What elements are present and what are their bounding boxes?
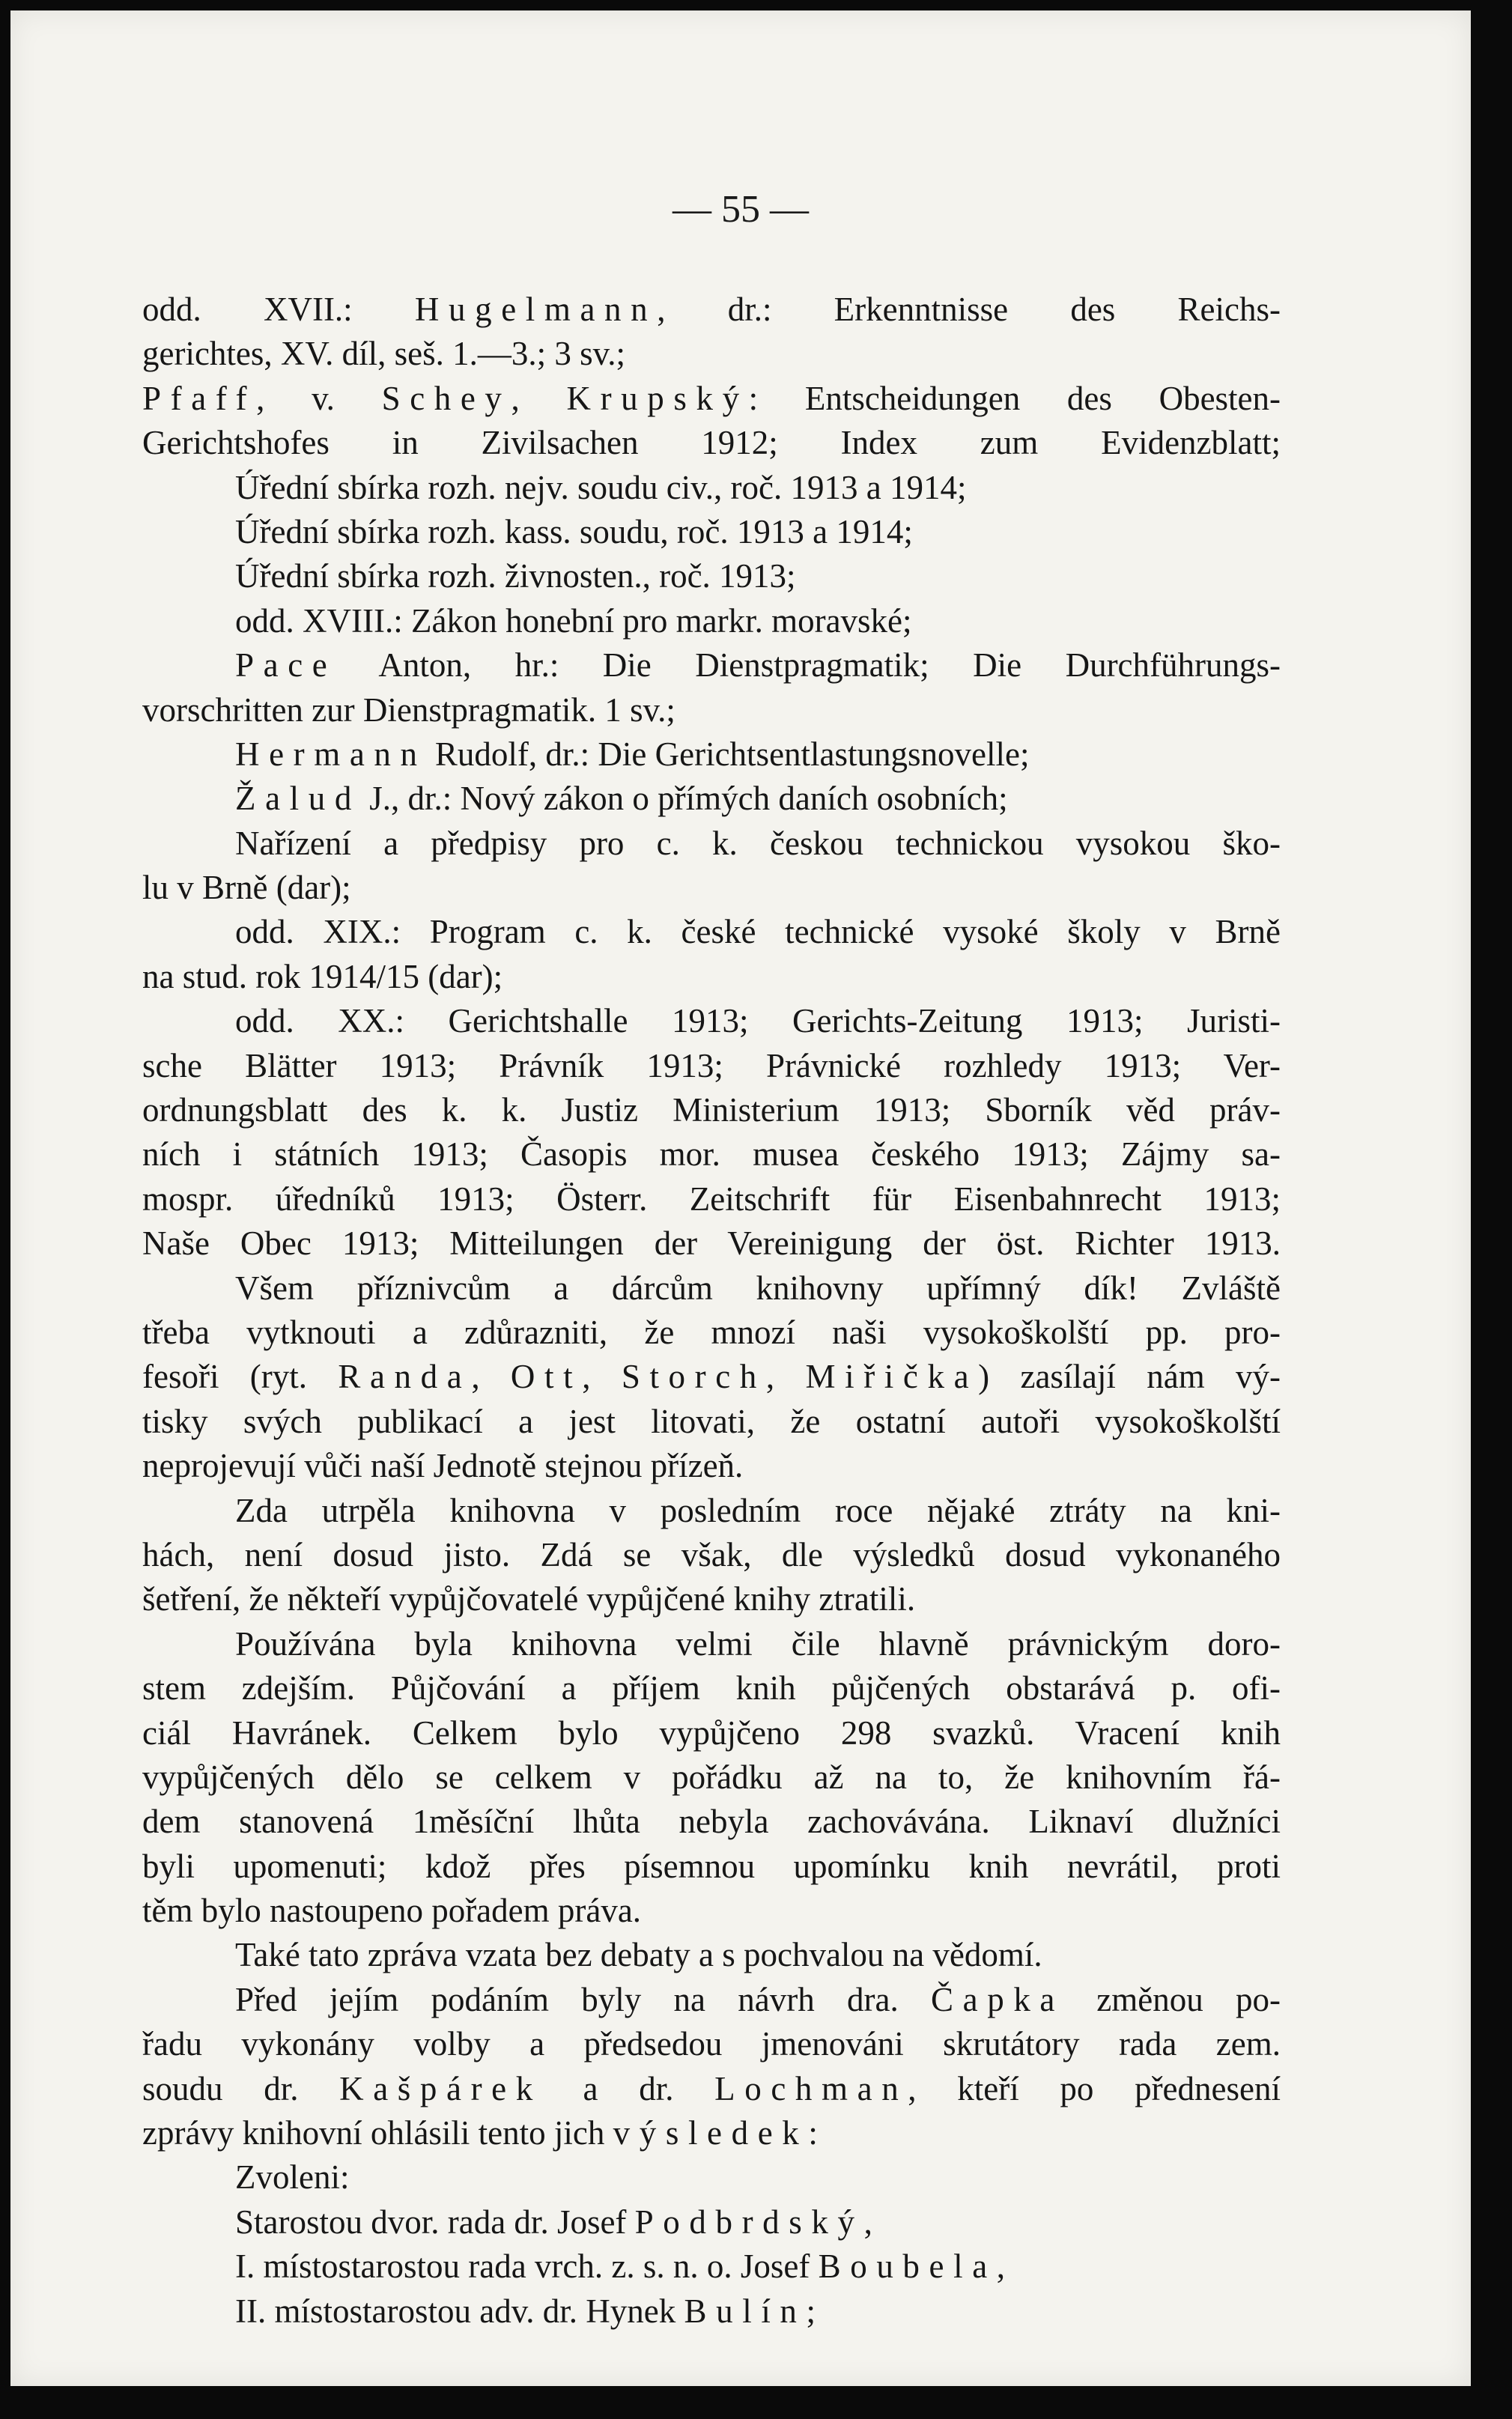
text-line: ordnungsblatt des k. k. Justiz Ministerium 1913; Sborník věd práv- [142, 1091, 1281, 1129]
text-line: gerichtes, XV. díl, seš. 1.—3.; 3 sv.; [142, 335, 625, 373]
page-number: — 55 — [672, 188, 809, 231]
text-line: lu v Brně (dar); [142, 869, 351, 907]
text-line: Zda utrpěla knihovna v posledním roce nějaké ztráty na kni- [235, 1491, 1281, 1529]
text-line: soudu dr. Kašpárek a dr. Lochman, kteří po přednesení [142, 2069, 1281, 2107]
text-line: sche Blätter 1913; Právník 1913; Právnické rozhledy 1913; Ver- [142, 1046, 1281, 1084]
text-line: ciál Havránek. Celkem bylo vypůjčeno 298 svazků. Vracení knih [142, 1714, 1281, 1752]
text-line: Všem příznivcům a dárcům knihovny upřímný dík! Zvláště [235, 1269, 1281, 1307]
text-line: ních i státních 1913; Časopis mor. musea českého 1913; Zájmy sa- [142, 1135, 1281, 1174]
text-line: vorschritten zur Dienstpragmatik. 1 sv.; [142, 691, 675, 729]
text-line: Starostou dvor. rada dr. Josef Podbrdský, [235, 2203, 872, 2241]
text-line: vypůjčených dělo se celkem v pořádku až na to, že knihovním řá- [142, 1758, 1281, 1796]
text-line: fesoři (ryt. Randa, Ott, Storch, Miřička) zasílají nám vý- [142, 1358, 1281, 1396]
text-line: Zvoleni: [235, 2158, 350, 2197]
text-line: těm bylo nastoupeno pořadem práva. [142, 1892, 642, 1930]
text-line: Také tato zpráva vzata bez debaty a s pochvalou na vědomí. [235, 1936, 1042, 1974]
text-line: Úřední sbírka rozh. živnosten., roč. 1913; [235, 557, 796, 595]
text-line: mospr. úředníků 1913; Österr. Zeitschrift für Eisenbahnrecht 1913; [142, 1180, 1281, 1218]
text-line: Používána byla knihovna velmi čile hlavně právnickým doro- [235, 1624, 1281, 1663]
text-line: Žalud J., dr.: Nový zákon o přímých daních osobních; [235, 780, 1008, 818]
text-line: řadu vykonány volby a předsedou jmenováni skrutátory rada zem. [142, 2025, 1281, 2063]
text-line: stem zdejším. Půjčování a příjem knih půjčených obstarává p. ofi- [142, 1669, 1281, 1708]
text-line: Hermann Rudolf, dr.: Die Gerichtsentlastungsnovelle; [235, 735, 1030, 773]
text-line: II. místostarostou adv. dr. Hynek Bulín; [235, 2292, 816, 2330]
text-line: Pace Anton, hr.: Die Dienstpragmatik; Die Durchführungs- [235, 646, 1281, 685]
text-line: odd. XX.: Gerichtshalle 1913; Gerichts-Zeitung 1913; Juristi- [235, 1002, 1281, 1040]
text-line: Nařízení a předpisy pro c. k. českou technickou vysokou ško- [235, 824, 1281, 862]
text-line: Úřední sbírka rozh. kass. soudu, roč. 1913 a 1914; [235, 512, 913, 550]
text-line: Gerichtshofes in Zivilsachen 1912; Index zum Evidenzblatt; [142, 424, 1281, 462]
text-line: dem stanovená 1měsíční lhůta nebyla zachovávána. Liknaví dlužníci [142, 1803, 1281, 1841]
text-line: šetření, že někteří vypůjčovatelé vypůjčené knihy ztratili. [142, 1580, 916, 1618]
text-line: Pfaff, v. Schey, Krupský: Entscheidungen des Obesten- [142, 379, 1281, 417]
text-line: Naše Obec 1913; Mitteilungen der Vereinigung der öst. Richter 1913. [142, 1224, 1281, 1263]
document-page [10, 10, 1471, 2386]
text-line: Před jejím podáním byly na návrh dra. Čapka změnou po- [235, 1980, 1281, 2018]
text-line: tisky svých publikací a jest litovati, že ostatní autoři vysokoškolští [142, 1402, 1281, 1440]
text-line: neprojevují vůči naší Jednotě stejnou přízeň. [142, 1447, 744, 1485]
text-line: hách, není dosud jisto. Zdá se však, dle výsledků dosud vykonaného [142, 1535, 1281, 1573]
text-line: Úřední sbírka rozh. nejv. soudu civ., roč. 1913 a 1914; [235, 468, 967, 506]
text-line: odd. XIX.: Program c. k. české technické vysoké školy v Brně [235, 913, 1281, 951]
text-line: na stud. rok 1914/15 (dar); [142, 957, 503, 995]
body-text [142, 288, 1281, 2334]
text-line: odd. XVII.: Hugelmann, dr.: Erkenntnisse des Reichs- [142, 291, 1281, 328]
text-line: I. místostarostou rada vrch. z. s. n. o. Josef Boubela, [235, 2247, 1006, 2286]
text-line: zprávy knihovní ohlásili tento jich výsledek: [142, 2114, 818, 2152]
text-line: třeba vytknouti a zdůrazniti, že mnozí naši vysokoškolští pp. pro- [142, 1313, 1281, 1351]
text-line: byli upomenuti; kdož přes písemnou upomínku knih nevrátil, proti [142, 1847, 1281, 1885]
text-line: odd. XVIII.: Zákon honební pro markr. moravské; [235, 601, 912, 640]
